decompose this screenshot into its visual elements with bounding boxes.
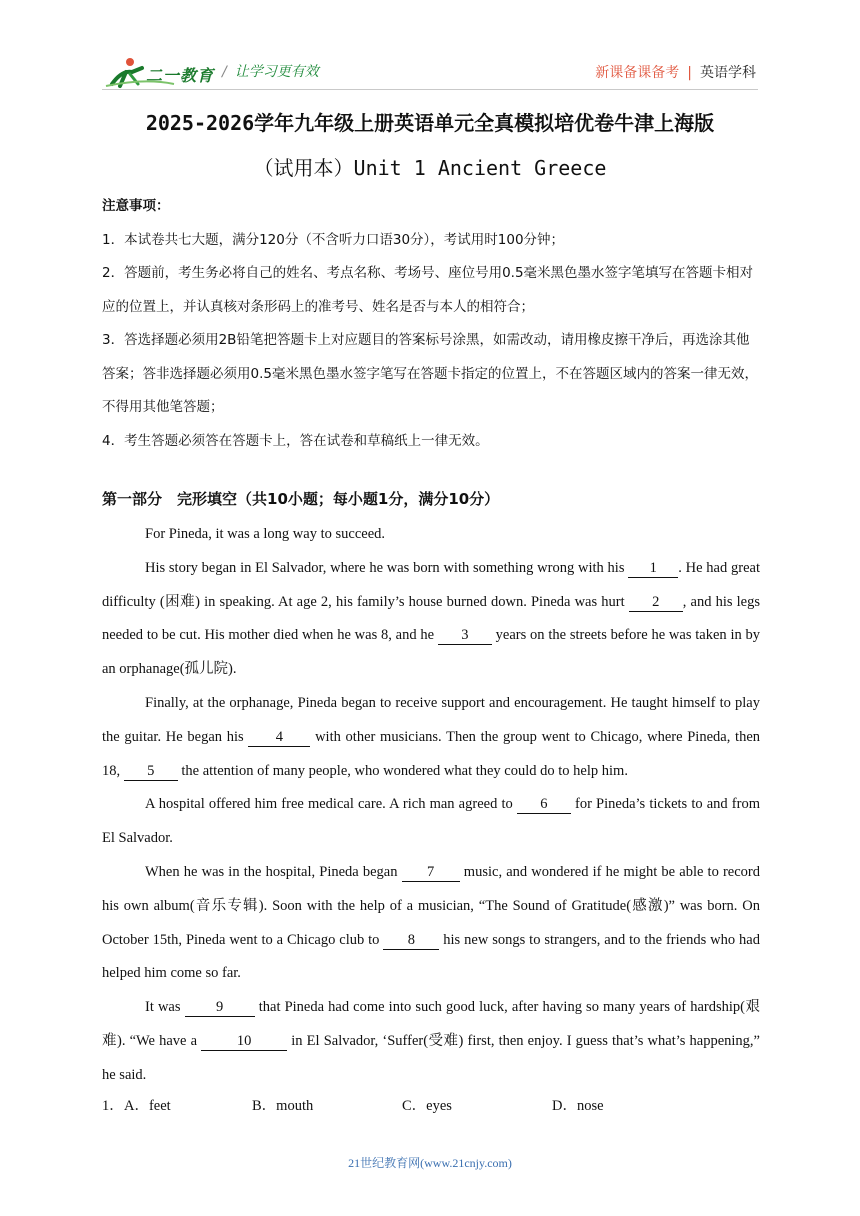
slogan-text: 让学习更有效 xyxy=(234,64,319,80)
text-run: years on the streets before he was taken in by an orphanage(孤儿院). xyxy=(102,627,761,678)
text-run: , and his legs needed to be cut. His mother died when he was 8, and he xyxy=(102,593,761,644)
header-divider xyxy=(102,89,758,90)
note-item: 1．本试卷共七大题，满分120分（不含听力口语30分），考试用时100分钟； xyxy=(102,231,565,248)
prep-label: 新课备课备考 xyxy=(595,65,680,81)
note-item: 4．考生答题必须答在答题卡上，答在试卷和草稿纸上一律无效。 xyxy=(102,432,489,449)
note-item: 2．答题前，考生务必将自己的姓名、考点名称、考场号、座位号用0.5毫米黑色墨水签字笔填写在答题卡相对应的位置上，并认真核对条形码上的准考号、姓名是否与本人的相符合； xyxy=(102,265,754,315)
text-run: When he was in the hospital, Pineda began xyxy=(145,863,402,880)
text-run: that Pineda had come into such good luck, after having so many years of hardship(艰难). “We have a xyxy=(102,999,760,1049)
text-run: his new songs to strangers, and to the friends who had helped him come so far. xyxy=(102,931,760,982)
paper-title-line2: （试用本）Unit 1 Ancient Greece xyxy=(253,156,607,180)
blank-10: 10 xyxy=(201,1032,287,1051)
subject-label: 英语学科 xyxy=(700,65,756,81)
option-b[interactable]: B．mouth xyxy=(252,1098,314,1114)
text-run: Finally, at the orphanage, Pineda began to receive support and encouragement. He taught himself to play the guitar. He began his xyxy=(102,694,760,745)
section-title: 第一部分 完形填空（共10小题；每小题1分，满分10分） xyxy=(102,490,500,508)
text-run: the attention of many people, who wondered what they could do to help him. xyxy=(177,762,628,779)
option-c[interactable]: C．eyes xyxy=(402,1098,452,1114)
text-run: in El Salvador, ‘Suffer(受难) first, then enjoy. I guess that’s what’s happening,” he said. xyxy=(102,1032,760,1083)
subject-tag xyxy=(595,62,756,82)
blank-6: 6 xyxy=(517,795,571,814)
brand-name: 二一教育 xyxy=(146,66,215,85)
paragraph xyxy=(102,856,760,991)
notes-block xyxy=(102,190,762,458)
blank-1: 1 xyxy=(628,559,678,578)
text-run: . He had great difficulty (困难) in speaking. At age 2, his family’s house burned down. Pineda was hurt xyxy=(102,559,760,610)
cloze-passage xyxy=(102,518,760,1093)
blank-9: 9 xyxy=(185,998,255,1017)
text-run: His story began in El Salvador, where he was born with something wrong with his xyxy=(145,559,629,576)
option-a[interactable]: A．feet xyxy=(124,1098,171,1114)
text-run: It was xyxy=(145,999,185,1016)
text-run: for Pineda’s tickets to and from El Salvador. xyxy=(102,796,760,847)
option-d[interactable]: D．nose xyxy=(552,1098,604,1114)
paragraph xyxy=(102,788,760,856)
paragraph xyxy=(102,552,760,687)
text-run: A hospital offered him free medical care. A rich man agreed to xyxy=(145,796,517,813)
slogan: / 让学习更有效 xyxy=(222,64,319,80)
blank-2: 2 xyxy=(629,593,683,612)
page-footer: 21世纪教育网(www.21cnjy.com) xyxy=(348,1156,512,1170)
paragraph: For Pineda, it was a long way to succeed. xyxy=(145,526,386,542)
blank-8: 8 xyxy=(383,931,439,950)
page-header xyxy=(0,0,860,92)
blank-3: 3 xyxy=(438,626,492,645)
note-item: 3．答选择题必须用2B铅笔把答题卡上对应题目的答案标号涂黑，如需改动，请用橡皮擦干净后，再选涂其他答案；答非选择题必须用0.5毫米黑色墨水签字笔写在答题卡指定的位置上，不在答题区域内的答案一律无效，不得用其他笔答题； xyxy=(102,332,758,415)
blank-4: 4 xyxy=(248,728,310,747)
tag-separator: | xyxy=(687,65,692,81)
blank-5: 5 xyxy=(124,762,178,781)
paper-title-line1: 2025-2026学年九年级上册英语单元全真模拟培优卷牛津上海版 xyxy=(145,111,715,135)
text-run: with other musicians. Then the group went to Chicago, where Pineda, then 18, xyxy=(102,728,761,779)
paragraph xyxy=(102,991,760,1092)
text-run: music, and wondered if he might be able to record his own album(音乐专辑). Soon with the help of a musician, “The Sound of Gratitude(感激)” was born. On October 15th, Pineda went to a Chicago club to xyxy=(102,863,761,948)
question-number: 1． xyxy=(102,1098,124,1114)
notes-heading: 注意事项： xyxy=(102,198,170,214)
paragraph xyxy=(102,687,760,788)
blank-7: 7 xyxy=(402,863,460,882)
